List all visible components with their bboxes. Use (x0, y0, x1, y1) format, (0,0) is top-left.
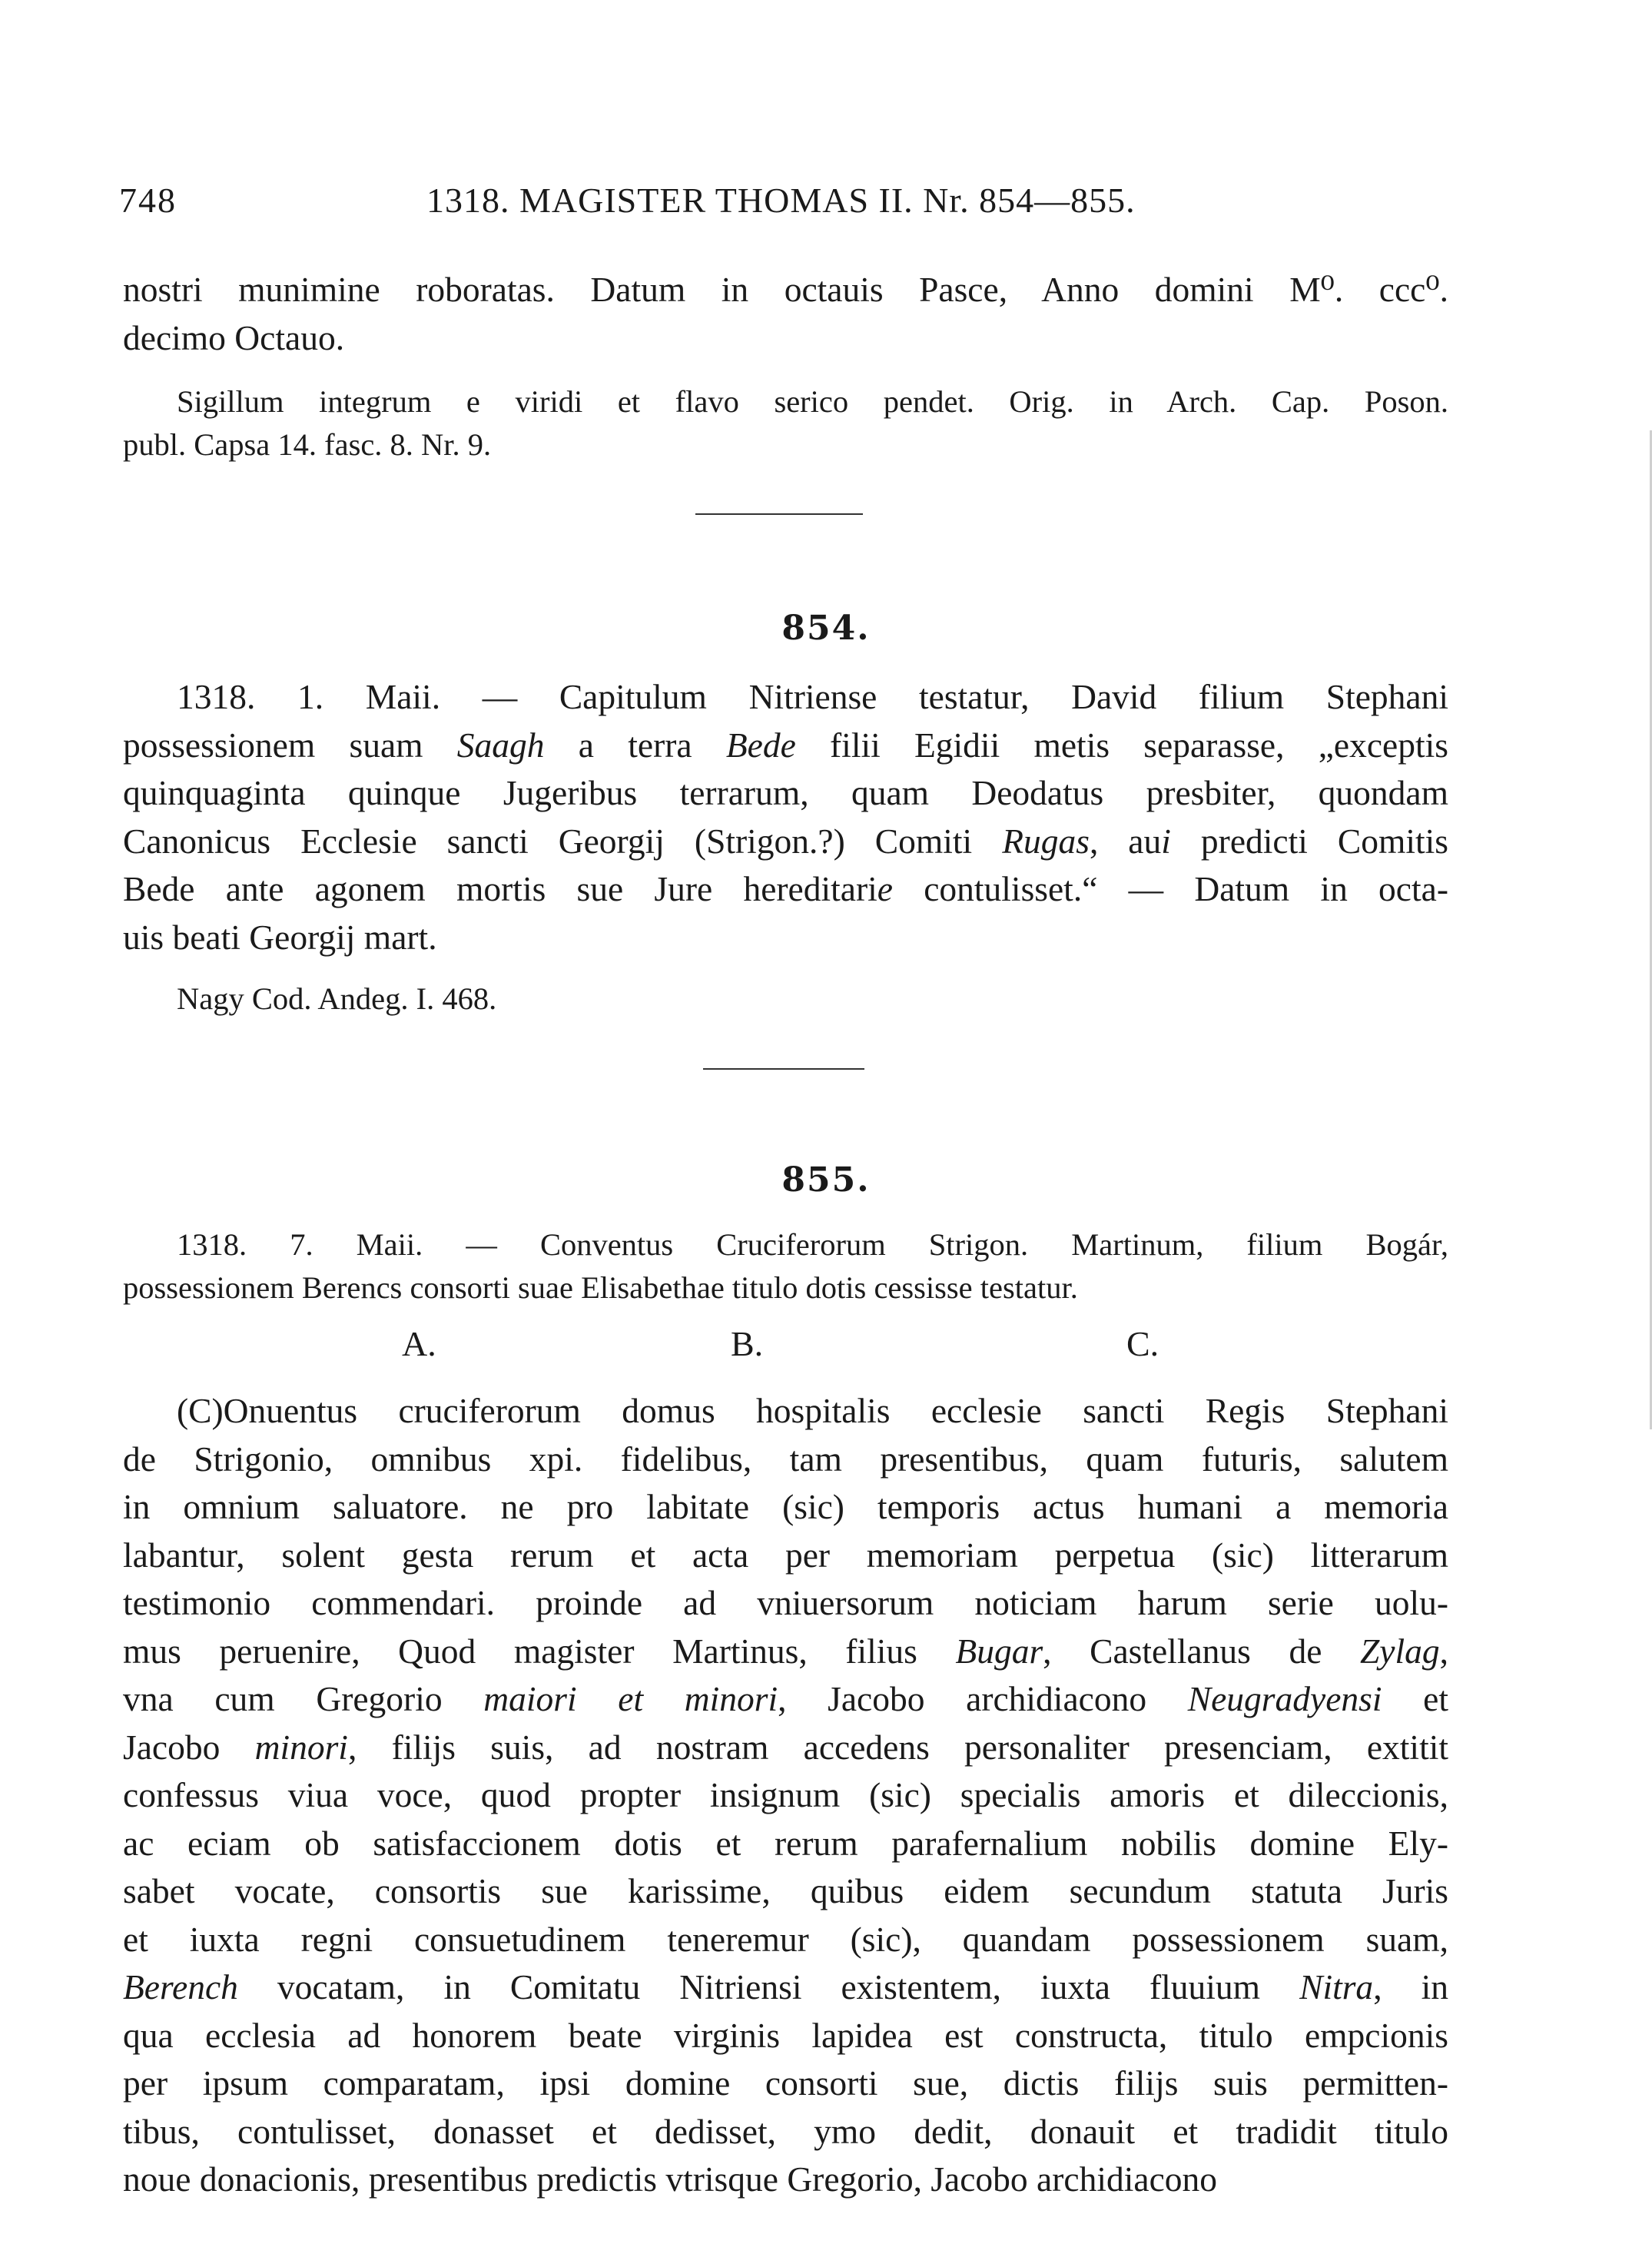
witness-label-a: A. (402, 1324, 436, 1363)
witness-label-c: C. (1126, 1324, 1159, 1363)
text-line: labantur, solent gesta rerum et acta per memoriam perpetua (sic) litterarum (123, 1535, 1448, 1575)
text-line: qua ecclesia ad honorem beate virginis lapidea est constructa, titulo empcionis (123, 2015, 1448, 2055)
source-line: Nagy Cod. Andeg. I. 468. (177, 981, 497, 1016)
text-line: tibus, contulisset, donasset et dedisset, ymo dedit, donauit et tradidit titulo (123, 2111, 1448, 2151)
running-title: 1318. MAGISTER THOMAS II. Nr. 854—855. (426, 181, 1136, 220)
text-line: testimonio commendari. proinde ad vniuersorum noticiam harum serie uolu- (123, 1583, 1448, 1622)
text-line: uis beati Georgij mart. (123, 917, 437, 957)
previous-document-ending (123, 266, 1448, 362)
document-855-summary (123, 1223, 1448, 1309)
text-line: possessionem suam Saagh a terra Bede filii Egidii metis separasse, „exceptis (123, 725, 1448, 765)
text-line: 1318. 1. Maii. — Capitulum Nitriense testatur, David filium Stephani (177, 677, 1448, 716)
text-line: confessus viua voce, quod propter insignum (sic) specialis amoris et dileccionis, (123, 1775, 1448, 1814)
text-line: in omnium saluatore. ne pro labitate (sic) temporis actus humani a memoria (123, 1487, 1448, 1526)
text-line: Canonicus Ecclesie sancti Georgij (Strigon.?) Comiti Rugas, aui predicti Comitis (123, 821, 1448, 861)
previous-document-note (123, 380, 1448, 466)
text-line: (C)Onuentus cruciferorum domus hospitalis ecclesie sancti Regis Stephani (177, 1391, 1448, 1430)
text-line: Bede ante agonem mortis sue Jure hereditarie contulisset.“ — Datum in octa- (123, 869, 1448, 908)
text-line: vna cum Gregorio maiori et minori, Jacobo archidiacono Neugradyensi et (123, 1679, 1448, 1718)
text-line: quinquaginta quinque Jugeribus terrarum, quam Deodatus presbiter, quondam (123, 773, 1448, 812)
separator-rule (703, 1068, 864, 1070)
text-line: per ipsum comparatam, ipsi domine consorti sue, dictis filijs suis permitten- (123, 2063, 1448, 2103)
document-855-body (123, 1387, 1448, 2204)
note-line: Sigillum integrum e viridi et flavo serico pendet. Orig. in Arch. Cap. Poson. (177, 384, 1448, 419)
text-line: Jacobo minori, filijs suis, ad nostram accedens personaliter presenciam, extitit (123, 1727, 1448, 1767)
text-line: noue donacionis, presentibus predictis vtrisque Gregorio, Jacobo archidiacono (123, 2159, 1218, 2199)
document-number-854: 854. (781, 609, 871, 648)
text-line: et iuxta regni consuetudinem teneremur (sic), quandam possessionem suam, (123, 1919, 1448, 1959)
text-line: de Strigonio, omnibus xpi. fidelibus, tam presentibus, quam futuris, salutem (123, 1439, 1448, 1479)
text-line: mus peruenire, Quod magister Martinus, filius Bugar, Castellanus de Zylag, (123, 1631, 1448, 1671)
text-line: decimo Octauo. (123, 317, 345, 357)
text-line: nostri munimine roboratas. Datum in octauis Pasce, Anno domini M⁰. ccc⁰. (123, 270, 1448, 309)
note-line: publ. Capsa 14. fasc. 8. Nr. 9. (123, 427, 492, 462)
text-line: ac eciam ob satisfaccionem dotis et rerum parafernalium nobilis domine Ely- (123, 1823, 1448, 1863)
text-line: sabet vocate, consortis sue karissime, quibus eidem secundum statuta Juris (123, 1871, 1448, 1910)
text-line: Berench vocatam, in Comitatu Nitriensi existentem, iuxta fluuium Nitra, in (123, 1967, 1448, 2006)
document-number-855: 855. (781, 1160, 871, 1200)
witness-label-b: B. (731, 1324, 764, 1363)
running-header (119, 180, 1441, 234)
page-number: 748 (119, 181, 177, 220)
summary-line: 1318. 7. Maii. — Conventus Cruciferorum Strigon. Martinum, filium Bogár, (177, 1227, 1448, 1262)
document-854-source (123, 977, 1448, 1021)
summary-line: possessionem Berencs consorti suae Elisabethae titulo dotis cessisse testatur. (123, 1270, 1078, 1305)
separator-rule (695, 513, 863, 515)
document-854-text (123, 673, 1448, 961)
